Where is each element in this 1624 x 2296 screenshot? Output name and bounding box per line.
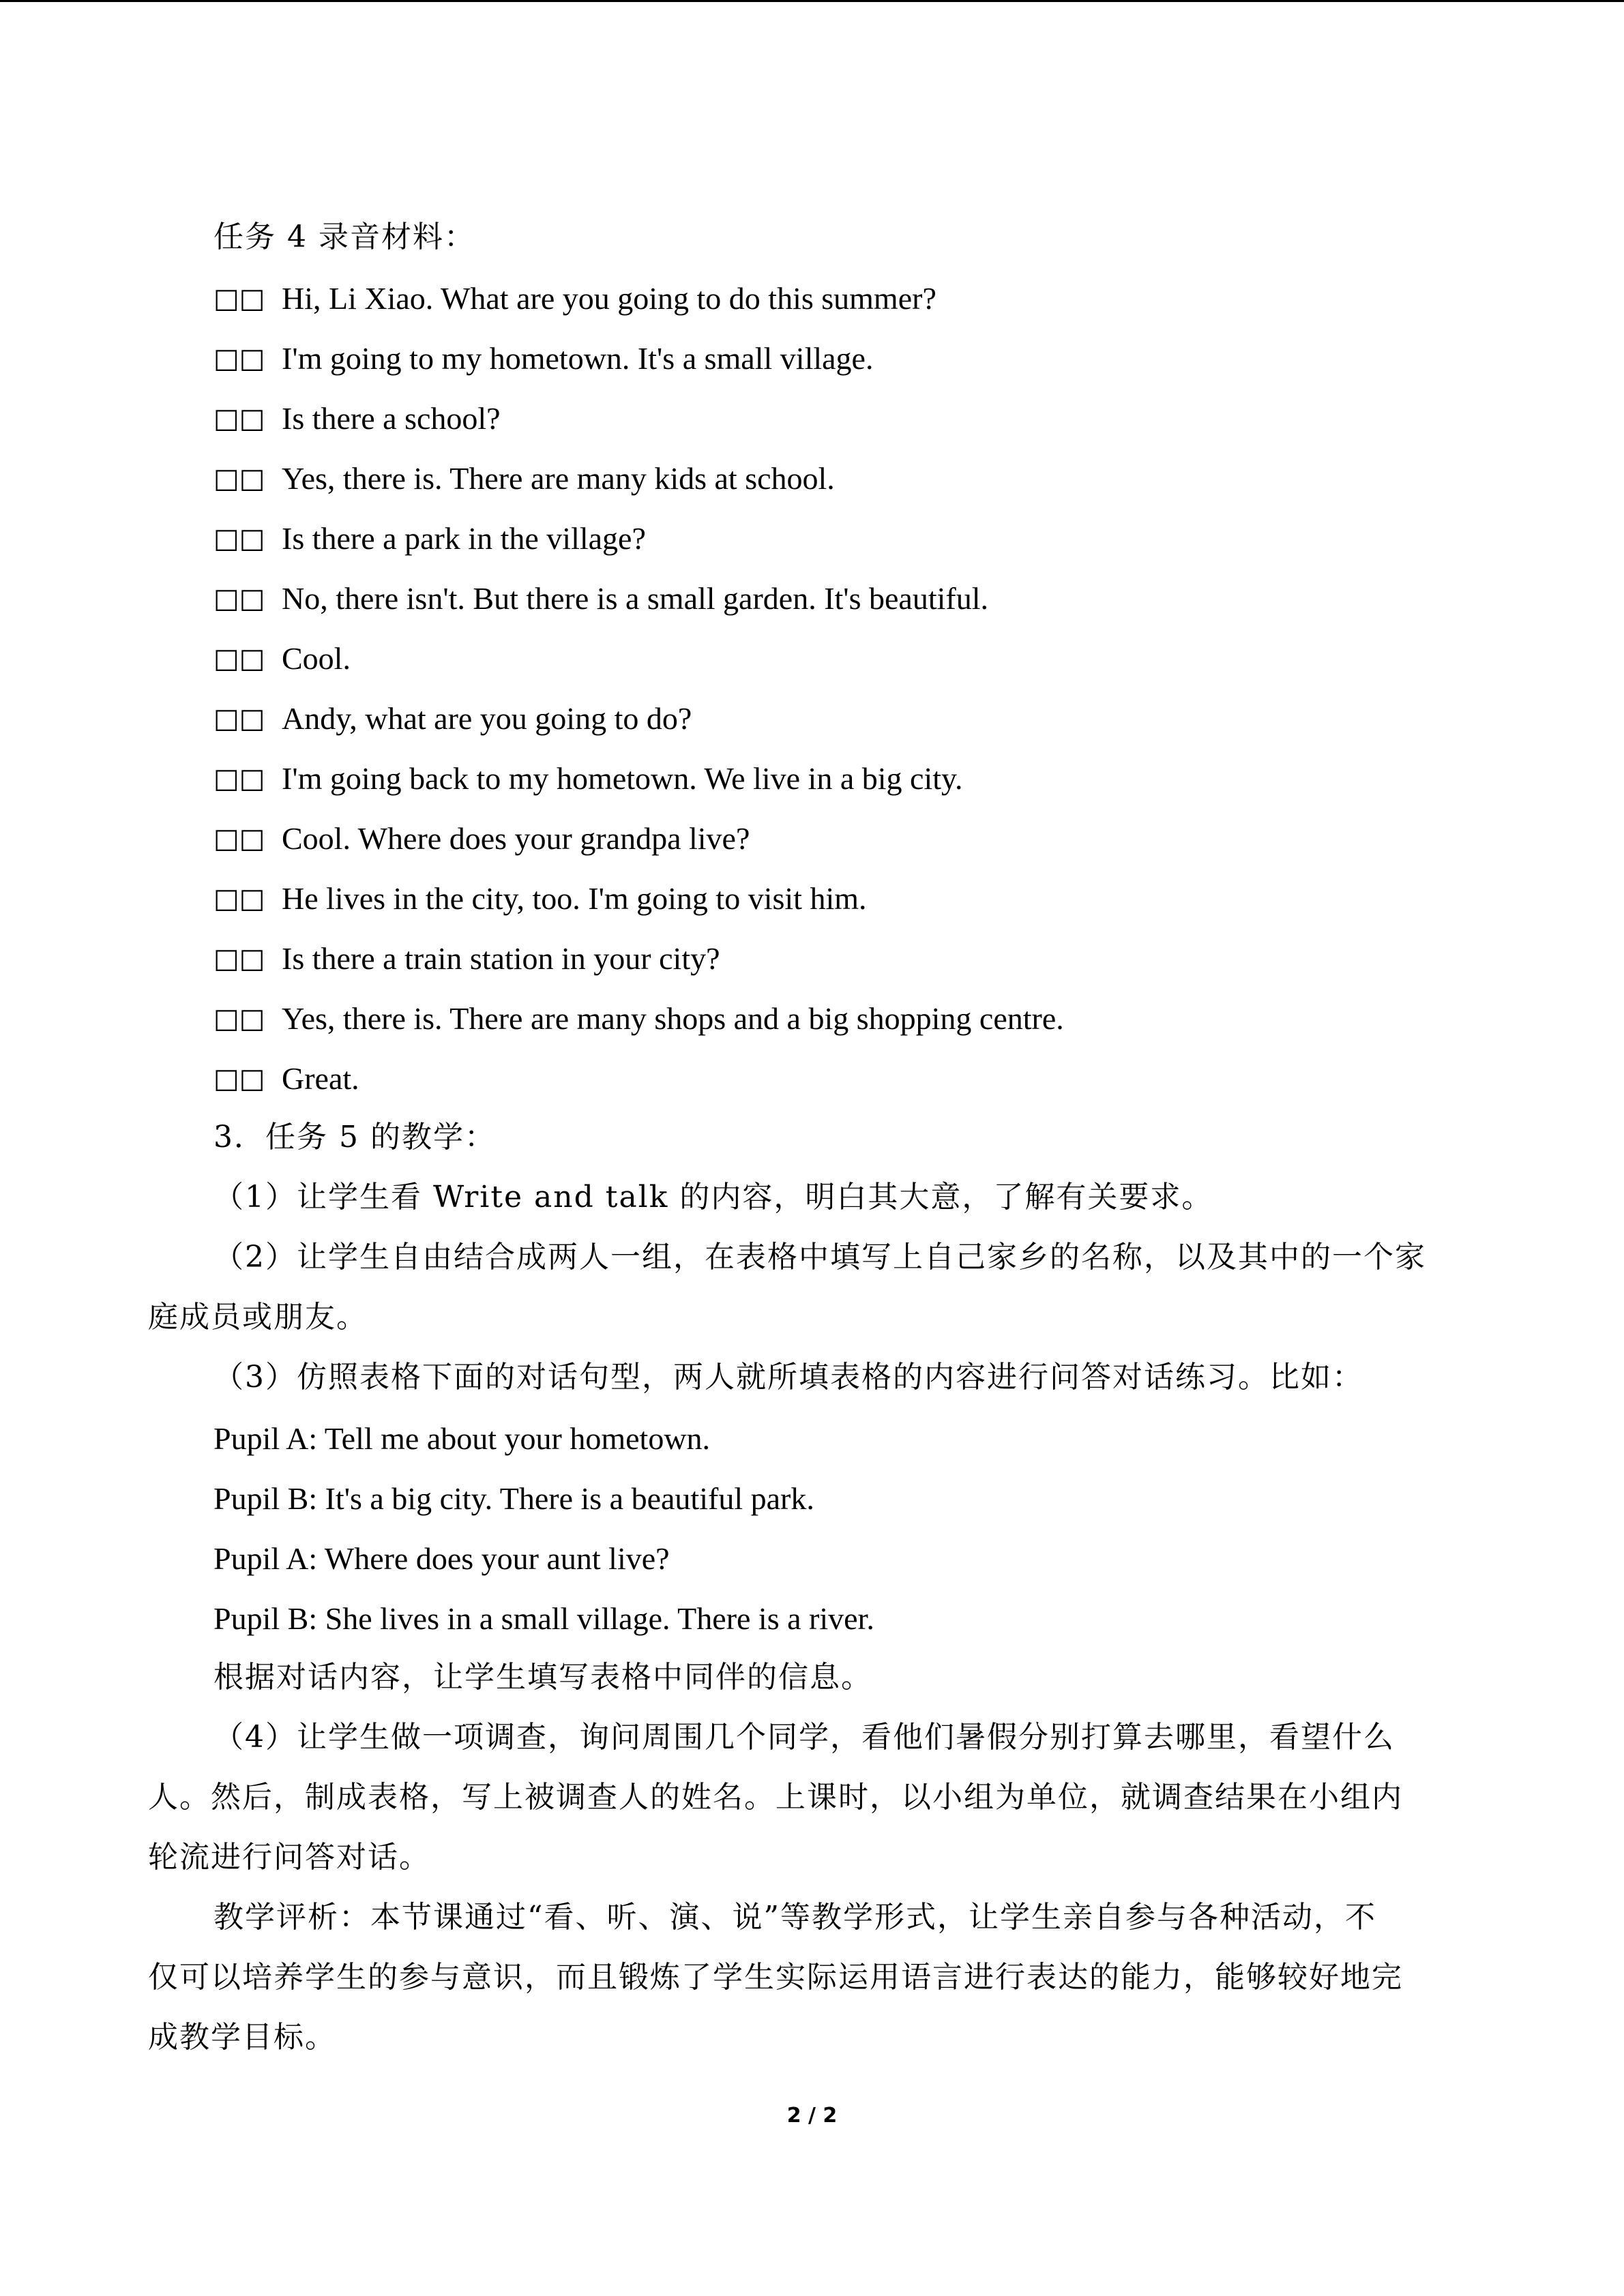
step-4-line-2: 人。然后，制成表格，写上被调查人的姓名。上课时，以小组为单位，就调查结果在小组内 [148,1780,1403,1815]
page-number: 2 / 2 [786,2104,838,2128]
dialogue-text: No, there isn't. But there is a small garden. It's beautiful. [282,581,988,616]
analysis-line-3: 成教学目标。 [148,2020,336,2055]
dialogue-line [213,878,867,919]
box-marks: □□ [213,523,265,554]
dialogue-line [213,1058,359,1099]
box-marks: □□ [213,763,265,794]
dialogue-text: Is there a school? [282,401,501,436]
dialogue-text: Great. [282,1061,359,1096]
dialogue-text: Is there a train station in your city? [282,941,720,976]
dialogue-line [213,998,1064,1039]
dialogue-text: Yes, there is. There are many kids at school. [282,461,835,496]
dialogue-text: Cool. Where does your grandpa live? [282,821,750,856]
dialogue-line [213,398,501,439]
dialogue-line [213,938,720,979]
example-line: Pupil B: It's a big city. There is a beautiful park. [213,1481,814,1516]
dialogue-text: Yes, there is. There are many shops and a big shopping centre. [282,1001,1064,1036]
fill-info: 根据对话内容，让学生填写表格中同伴的信息。 [213,1660,872,1695]
analysis-line-1: 教学评析：本节课通过“看、听、演、说”等教学形式，让学生亲自参与各种活动，不 [213,1900,1376,1935]
dialogue-line [213,278,936,319]
box-marks: □□ [213,1063,265,1094]
dialogue-line [213,818,750,859]
step-2-line-2: 庭成员或朋友。 [148,1300,368,1335]
dialogue-text: Hi, Li Xiao. What are you going to do this summer? [282,281,936,316]
dialogue-line [213,458,835,499]
box-marks: □□ [213,343,265,374]
task5-heading: 3．任务 5 的教学： [213,1120,496,1154]
dialogue-line [213,698,692,739]
box-marks: □□ [213,943,265,974]
example-line: Pupil B: She lives in a small village. There is a river. [213,1601,874,1636]
dialogue-text: I'm going back to my hometown. We live in a big city. [282,761,963,796]
step-4-line-3: 轮流进行问答对话。 [148,1840,430,1875]
box-marks: □□ [213,403,265,434]
box-marks: □□ [213,1003,265,1034]
dialogue-text: I'm going to my hometown. It's a small village. [282,341,874,376]
dialogue-line [213,518,646,559]
dialogue-line [213,338,873,379]
box-marks: □□ [213,583,265,614]
dialogue-line [213,758,963,799]
example-line: Pupil A: Tell me about your hometown. [213,1421,711,1456]
dialogue-line [213,638,351,679]
box-marks: □□ [213,883,265,914]
dialogue-text: He lives in the city, too. I'm going to visit him. [282,881,867,916]
box-marks: □□ [213,283,265,314]
box-marks: □□ [213,643,265,674]
step-4-line-1: （4）让学生做一项调查，询问周围几个同学，看他们暑假分别打算去哪里，看望什么 [213,1720,1395,1755]
dialogue-line [213,578,988,619]
step-3: （3）仿照表格下面的对话句型，两人就所填表格的内容进行问答对话练习。比如： [213,1360,1363,1395]
box-marks: □□ [213,463,265,494]
example-line: Pupil A: Where does your aunt live? [213,1541,670,1576]
analysis-line-2: 仅可以培养学生的参与意识，而且锻炼了学生实际运用语言进行表达的能力，能够较好地完 [148,1960,1403,1995]
dialogue-text: Andy, what are you going to do? [282,701,692,736]
box-marks: □□ [213,823,265,854]
box-marks: □□ [213,703,265,734]
recording-heading: 任务 4 录音材料： [213,220,475,254]
dialogue-text: Cool. [282,641,351,676]
dialogue-text: Is there a park in the village? [282,521,646,556]
step-2-line-1: （2）让学生自由结合成两人一组，在表格中填写上自己家乡的名称，以及其中的一个家 [213,1240,1426,1274]
step-1: （1）让学生看 Write and talk 的内容，明白其大意，了解有关要求。 [213,1180,1213,1214]
